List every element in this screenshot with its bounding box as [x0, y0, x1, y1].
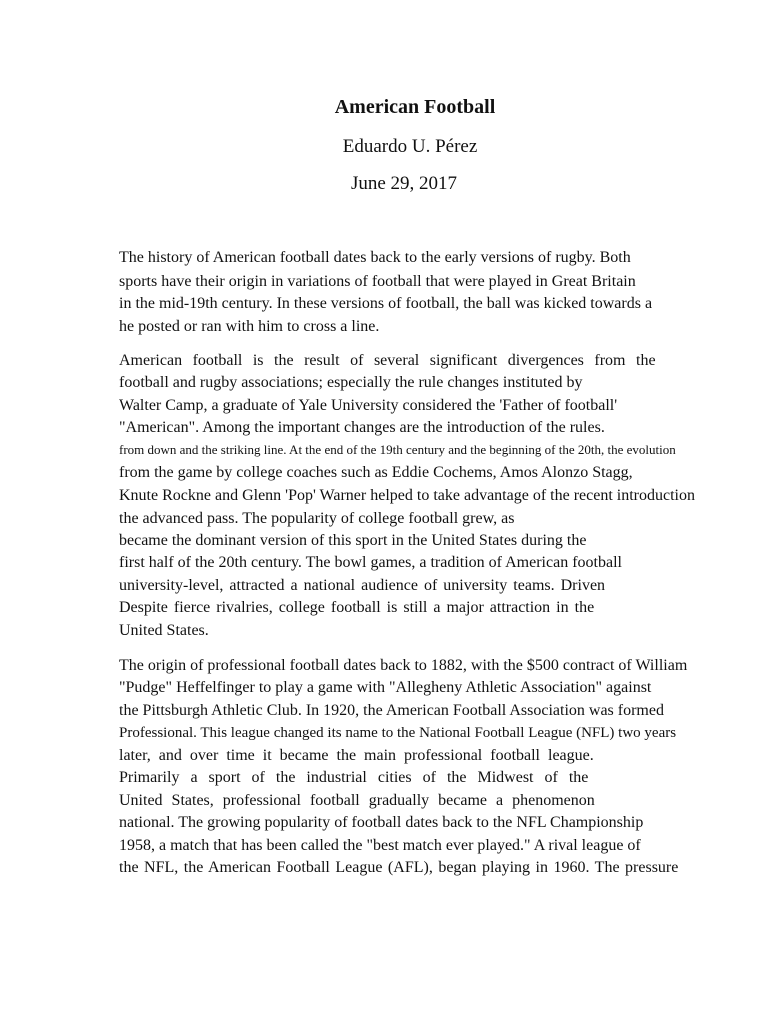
paragraph-line: American football is the result of several significant divergences from the	[119, 352, 656, 369]
paragraph-line: football and rugby associations; especially the rule changes instituted by	[119, 374, 583, 391]
paragraph-line: Walter Camp, a graduate of Yale University considered the 'Father of football'	[119, 397, 618, 414]
paragraph-line: United States, professional football gradually became a phenomenon	[119, 792, 595, 809]
paragraph-line: Professional. This league changed its name to the National Football League (NFL) two years	[119, 725, 677, 741]
paragraph-line: Despite fierce rivalries, college football is still a major attraction in the	[119, 599, 595, 616]
paragraph-line: "American". Among the important changes are the introduction of the rules.	[119, 419, 605, 436]
paragraph-line: The history of American football dates back to the early versions of rugby. Both	[119, 249, 631, 266]
paragraph-line: Primarily a sport of the industrial cities of the Midwest of the	[119, 769, 589, 786]
paragraph-line: the advanced pass. The popularity of college football grew, as	[119, 510, 515, 527]
paragraph-line: became the dominant version of this sport in the United States during the	[119, 532, 587, 549]
paragraph-line: sports have their origin in variations of football that were played in Great Britain	[119, 273, 636, 290]
paragraph-line: first half of the 20th century. The bowl games, a tradition of American football	[119, 554, 622, 571]
paragraph-line: the NFL, the American Football League (AFL), began playing in 1960. The pressure	[119, 859, 679, 876]
paragraph-line: Knute Rockne and Glenn 'Pop' Warner helped to take advantage of the recent introduction	[119, 487, 695, 504]
paragraph-line: from the game by college coaches such as Eddie Cochems, Amos Alonzo Stagg,	[119, 464, 633, 481]
document-date: June 29, 2017	[350, 173, 458, 194]
paragraph-line: from down and the striking line. At the end of the 19th century and the beginning of the 20th, the evolution	[119, 442, 676, 457]
paragraph-line: the Pittsburgh Athletic Club. In 1920, the American Football Association was formed	[119, 702, 664, 719]
paragraph-line: "Pudge" Heffelfinger to play a game with "Allegheny Athletic Association" against	[119, 679, 652, 696]
document-title: American Football	[334, 96, 496, 118]
paragraph-line: he posted or ran with him to cross a line.	[119, 318, 380, 335]
paragraph-line: 1958, a match that has been called the "best match ever played." A rival league of	[119, 837, 641, 854]
paragraph-line: national. The growing popularity of football dates back to the NFL Championship	[119, 814, 644, 831]
paragraph-line: later, and over time it became the main professional football league.	[119, 747, 594, 764]
document-author: Eduardo U. Pérez	[342, 136, 478, 157]
paragraph-line: in the mid-19th century. In these versions of football, the ball was kicked towards a	[119, 295, 653, 312]
paragraph-line: United States.	[119, 622, 209, 639]
paragraph-line: The origin of professional football dates back to 1882, with the $500 contract of William	[119, 657, 688, 674]
paragraph-line: university-level, attracted a national audience of university teams. Driven	[119, 577, 606, 594]
